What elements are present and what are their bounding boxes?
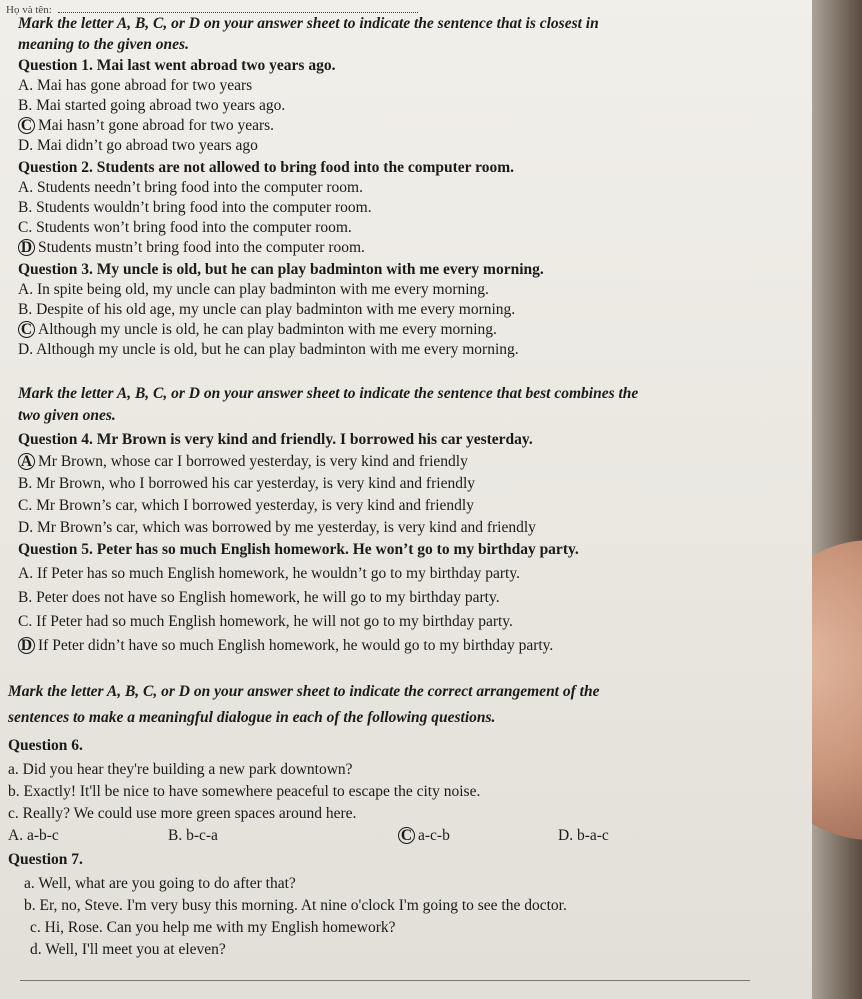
question-3-option-a: A. In spite being old, my uncle can play badminton with me every morning.: [18, 281, 489, 298]
question-3-option-d: D. Although my uncle is old, but he can play badminton with me every morning.: [18, 341, 519, 358]
question-5-option-c: C. If Peter had so much English homework, he will not go to my birthday party.: [18, 613, 513, 630]
name-dotted-line: [58, 12, 418, 13]
question-7-stem: Question 7.: [8, 851, 83, 868]
section-instruction-2: Mark the letter A, B, C, or D on your answer sheet to indicate the sentence that best combines the: [18, 385, 639, 402]
question-1-option-d: D. Mai didn’t go abroad two years ago: [18, 137, 258, 154]
question-3-option-c: [18, 320, 497, 340]
question-6-option-a: A. a-b-c: [8, 827, 59, 844]
section-instruction-3: Mark the letter A, B, C, or D on your answer sheet to indicate the correct arrangement of the: [8, 683, 600, 700]
circled-answer-mark: C: [18, 117, 35, 134]
question-7-sentence-a: a. Well, what are you going to do after that?: [24, 875, 296, 892]
option-text: a-c-b: [418, 827, 450, 844]
question-4-option-c: C. Mr Brown’s car, which I borrowed yesterday, is very kind and friendly: [18, 497, 474, 514]
circled-answer-mark: C: [18, 321, 35, 338]
question-5-stem: Question 5. Peter has so much English homework. He won’t go to my birthday party.: [18, 541, 579, 558]
question-5-option-a: A. If Peter has so much English homework, he wouldn’t go to my birthday party.: [18, 565, 520, 582]
question-1-option-a: A. Mai has gone abroad for two years: [18, 77, 253, 94]
question-6-sentence-c: c. Really? We could use more green spaces around here.: [8, 805, 357, 822]
section-instruction-1: Mark the letter A, B, C, or D on your answer sheet to indicate the sentence that is closest in: [18, 15, 599, 32]
section-instruction-2b: two given ones.: [18, 407, 116, 424]
question-3-stem: Question 3. My uncle is old, but he can play badminton with me every morning.: [18, 261, 544, 278]
section-instruction-3b: sentences to make a meaningful dialogue in each of the following questions.: [8, 709, 496, 726]
question-7-sentence-c: c. Hi, Rose. Can you help me with my English homework?: [30, 919, 396, 936]
question-1-option-b: B. Mai started going abroad two years ago.: [18, 97, 286, 114]
section-instruction-1b: meaning to the given ones.: [18, 36, 189, 53]
question-5-option-b: B. Peter does not have so English homework, he will go to my birthday party.: [18, 589, 500, 606]
question-5-option-d: [18, 636, 553, 656]
question-6-option-b: B. b-c-a: [168, 827, 218, 844]
question-2-option-a: A. Students needn’t bring food into the computer room.: [18, 179, 363, 196]
question-4-option-b: B. Mr Brown, who I borrowed his car yesterday, is very kind and friendly: [18, 475, 476, 492]
option-text: Mai hasn’t gone abroad for two years.: [38, 117, 275, 134]
question-3-option-b: B. Despite of his old age, my uncle can play badminton with me every morning.: [18, 301, 516, 318]
option-text: Mr Brown, whose car I borrowed yesterday, is very kind and friendly: [38, 453, 468, 470]
option-text: Students mustn’t bring food into the computer room.: [38, 239, 365, 256]
question-6-sentence-b: b. Exactly! It'll be nice to have somewhere peaceful to escape the city noise.: [8, 783, 481, 800]
circled-answer-mark: D: [18, 239, 35, 256]
question-6-stem: Question 6.: [8, 737, 83, 754]
bottom-rule: [20, 980, 750, 981]
question-6-option-d: D. b-a-c: [558, 827, 609, 844]
question-2-stem: Question 2. Students are not allowed to bring food into the computer room.: [18, 159, 515, 176]
question-1-stem: Question 1. Mai last went abroad two years ago.: [18, 57, 336, 74]
circled-answer-mark: A: [18, 453, 35, 470]
question-4-option-a: [18, 452, 468, 472]
question-4-option-d: D. Mr Brown’s car, which was borrowed by me yesterday, is very kind and friendly: [18, 519, 536, 536]
question-2-option-b: B. Students wouldn’t bring food into the computer room.: [18, 199, 372, 216]
option-text: Although my uncle is old, he can play badminton with me every morning.: [38, 321, 497, 338]
question-4-stem: Question 4. Mr Brown is very kind and friendly. I borrowed his car yesterday.: [18, 431, 533, 448]
option-text: If Peter didn’t have so much English homework, he would go to my birthday party.: [38, 637, 554, 654]
question-7-sentence-b: b. Er, no, Steve. I'm very busy this morning. At nine o'clock I'm going to see the doctor.: [24, 897, 567, 914]
question-1-option-c: [18, 116, 274, 136]
question-6-options: [8, 826, 678, 846]
question-6-option-c: [398, 826, 558, 846]
circled-answer-mark: D: [18, 637, 35, 654]
question-7-sentence-d: d. Well, I'll meet you at eleven?: [30, 941, 226, 958]
question-2-option-c: C. Students won’t bring food into the computer room.: [18, 219, 352, 236]
name-label: Họ và tên:: [6, 4, 52, 16]
question-2-option-d: [18, 238, 365, 258]
question-6-sentence-a: a. Did you hear they're building a new park downtown?: [8, 761, 353, 778]
circled-answer-mark: C: [398, 827, 415, 844]
